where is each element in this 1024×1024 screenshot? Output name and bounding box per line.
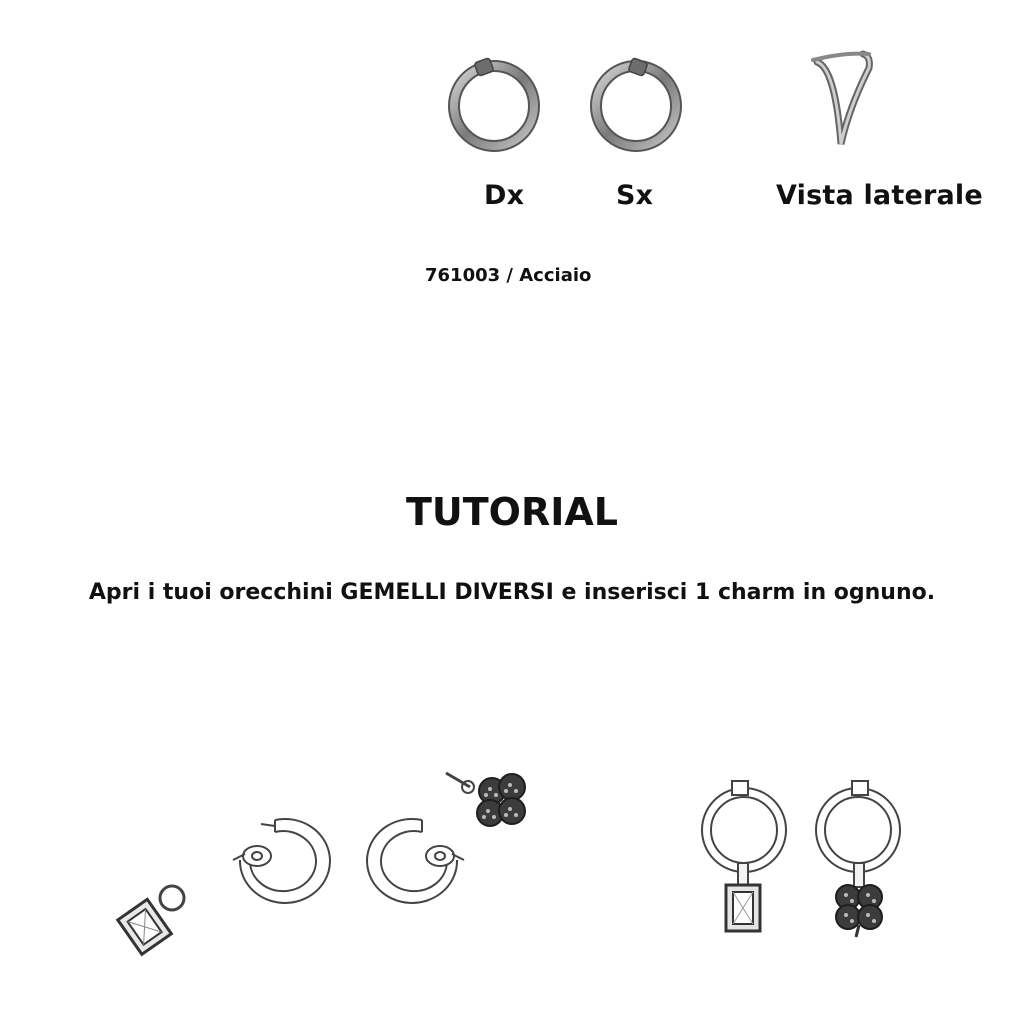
- view-label-sx: Sx: [616, 180, 654, 211]
- tutorial-title: TUTORIAL: [405, 490, 619, 534]
- hoop-earring-left-icon: [582, 52, 692, 162]
- hoop-with-clover-charm-icon: [812, 775, 912, 940]
- open-hoop-icon: [215, 810, 335, 910]
- hoop-earring-side-view-icon: [805, 48, 885, 158]
- hoop-earring-right-icon: [440, 52, 550, 162]
- hoop-with-rectangle-charm-icon: [698, 775, 798, 940]
- view-label-side: Vista laterale: [776, 180, 983, 211]
- clover-charm-icon: [440, 765, 540, 845]
- product-code: 761003 / Acciaio: [425, 265, 592, 286]
- rectangle-charm-icon: [106, 878, 196, 958]
- view-label-dx: Dx: [484, 180, 525, 211]
- tutorial-instruction: Apri i tuoi orecchini GEMELLI DIVERSI e inserisci 1 charm in ognuno.: [88, 580, 936, 605]
